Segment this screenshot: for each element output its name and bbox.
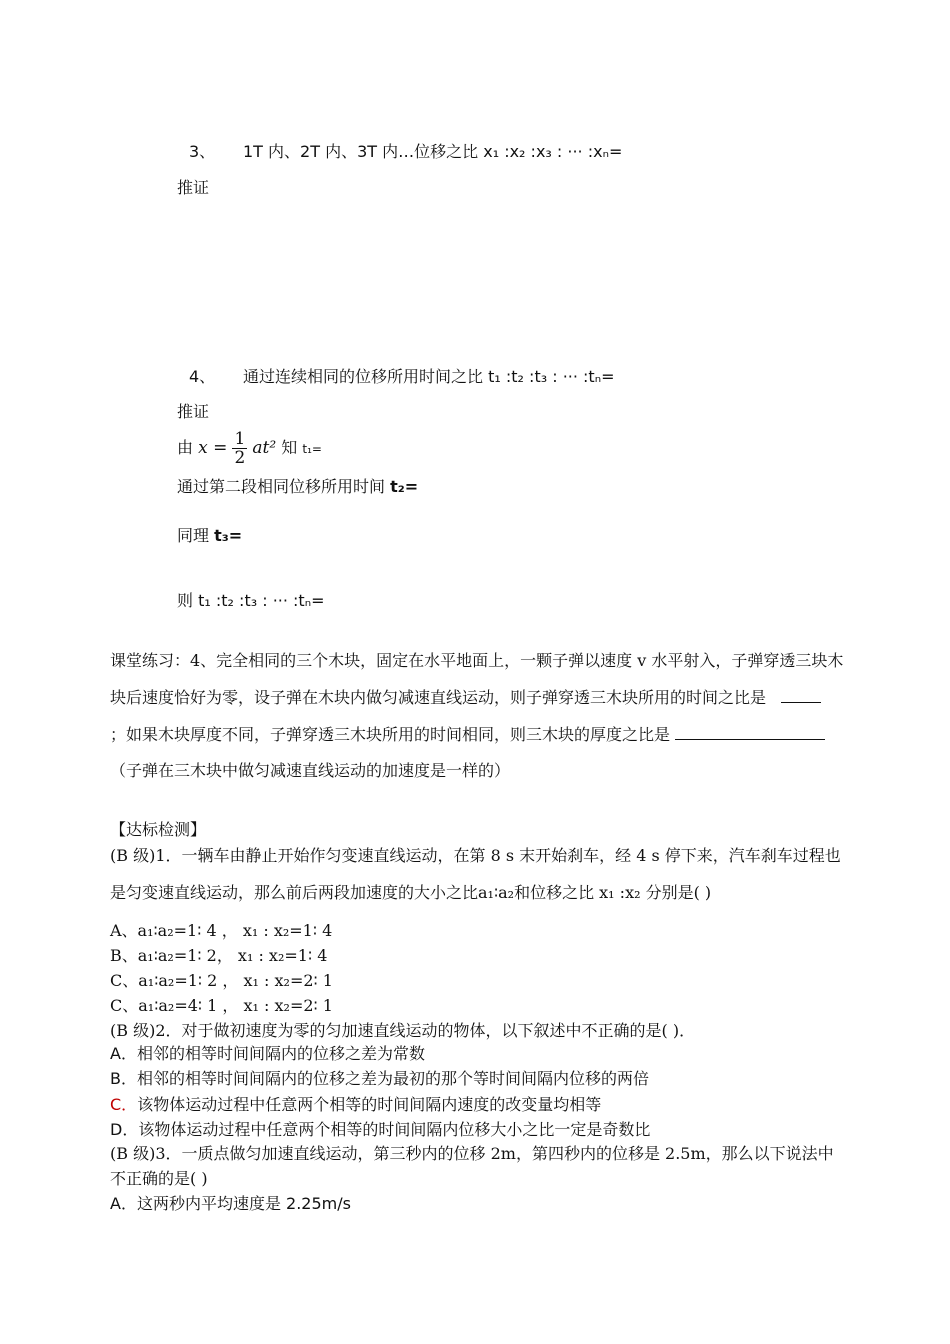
practice-line-2-text: 块后速度恰好为零，设子弹在木块内做匀减速直线运动，则子弹穿透三木块所用的时间之比是 <box>110 688 767 707</box>
q2-option-b[interactable]: B．相邻的相等时间间隔内的位移之差为最初的那个等时间间隔内位移的两倍 <box>110 1069 649 1088</box>
fraction-numerator: 1 <box>234 429 246 449</box>
second-segment-text: 通过第二段相同位移所用时间 <box>177 477 386 496</box>
final-ratio: t₁ :t₂ :t₃ : ··· :tₙ= <box>198 591 325 610</box>
q3-line-1: (B 级)3．一质点做匀加速直线运动，第三秒内的位移 2m，第四秒内的位移是 2.5m，那么以下说法中 <box>110 1144 834 1163</box>
similarly-line <box>177 525 242 547</box>
formula-t1: t₁= <box>302 442 322 456</box>
t2-label: t₂= <box>390 477 419 496</box>
q1-option-d[interactable]: C、a₁∶a₂=4∶ 1 ， x₁ : x₂=2∶ 1 <box>110 996 333 1015</box>
second-segment-line <box>177 476 418 498</box>
q2-stem: (B 级)2．对于做初速度为零的匀加速直线运动的物体，以下叙述中不正确的是( )． <box>110 1021 696 1040</box>
q2-option-a[interactable]: A．相邻的相等时间间隔内的位移之差为常数 <box>110 1044 425 1063</box>
t3-label: t₃= <box>214 526 243 545</box>
formula-fraction <box>232 430 247 467</box>
item3-text: 1T 内、2T 内、3T 内…位移之比 <box>243 142 479 161</box>
q3-line-2: 不正确的是( ) <box>110 1169 208 1188</box>
q2-option-c-text: 该物体运动过程中任意两个相等的时间间隔内速度的改变量均相等 <box>137 1095 602 1114</box>
q2-option-c-letter: C． <box>110 1095 138 1114</box>
q1-option-b[interactable]: B、a₁∶a₂=1∶ 2， x₁ : x₂=1∶ 4 <box>110 946 328 965</box>
q2-option-d[interactable]: D．该物体运动过程中任意两个相等的时间间隔内位移大小之比一定是奇数比 <box>110 1120 651 1139</box>
formula-rhs: at² <box>252 438 277 458</box>
q2-option-c[interactable] <box>110 1094 601 1116</box>
q1-line-1: (B 级)1．一辆车由静止开始作匀变速直线运动，在第 8 s 末开始刹车，经 4 s 停下来，汽车刹车过程也 <box>110 846 841 865</box>
practice-line-4: （子弹在三木块中做匀减速直线运动的加速度是一样的） <box>110 761 511 780</box>
formula-prefix: 由 <box>177 438 194 457</box>
practice-line-2 <box>110 686 821 709</box>
item4-ratio: t₁ :t₂ :t₃ : ··· :tₙ= <box>488 367 615 386</box>
item3-proof-label: 推证 <box>177 178 210 197</box>
item3-number: 3、 <box>189 142 216 161</box>
item4-number: 4、 <box>189 367 216 386</box>
fraction-denominator: 2 <box>234 448 246 468</box>
q1-option-c[interactable]: C、a₁∶a₂=1∶ 2 ， x₁ : x₂=2∶ 1 <box>110 971 333 990</box>
q1-line-2: 是匀变速直线运动，那么前后两段加速度的大小之比a₁∶a₂和位移之比 x₁ :x₂ 分别是( ) <box>110 883 712 902</box>
final-ratio-line <box>177 590 324 612</box>
then-text: 则 <box>177 591 194 610</box>
practice-line-3 <box>110 723 825 746</box>
q1-option-a[interactable]: A、a₁∶a₂=1∶ 4 ， x₁ : x₂=1∶ 4 <box>110 921 333 940</box>
displacement-formula <box>177 428 322 469</box>
item3-heading <box>243 141 622 163</box>
answer-blank-thickness-ratio[interactable] <box>675 723 825 740</box>
formula-lhs: x = <box>198 438 228 458</box>
item4-heading <box>243 366 614 388</box>
practice-line-1: 课堂练习：4、完全相同的三个木块，固定在水平地面上，一颗子弹以速度 v 水平射入，子弹穿透三块木 <box>110 651 844 670</box>
item4-proof-label: 推证 <box>177 402 210 421</box>
section-title: 【达标检测】 <box>110 820 207 839</box>
item3-ratio: x₁ :x₂ :x₃ : ··· :xₙ= <box>483 142 623 161</box>
practice-line-3-text: ；如果木块厚度不同，子弹穿透三木块所用的时间相同，则三木块的厚度之比是 <box>110 725 671 744</box>
answer-blank-time-ratio[interactable] <box>781 686 821 703</box>
q3-option-a[interactable]: A．这两秒内平均速度是 2.25m/s <box>110 1194 351 1213</box>
similarly-text: 同理 <box>177 526 210 545</box>
item4-text: 通过连续相同的位移所用时间之比 <box>243 367 484 386</box>
formula-suffix: 知 <box>281 438 298 457</box>
